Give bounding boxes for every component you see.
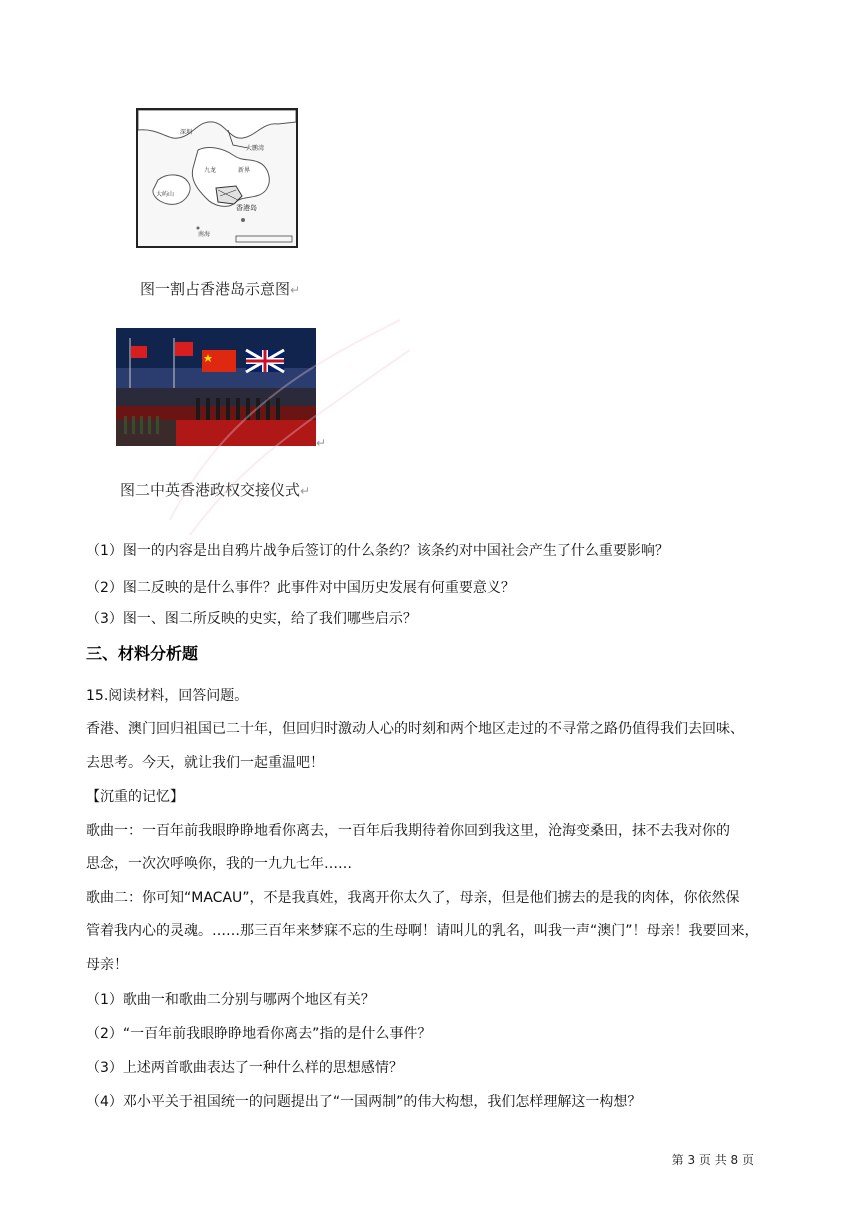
page-number-footer: 第 3 页 共 8 页 (671, 1153, 754, 1167)
flag-china (202, 350, 236, 372)
map-label-new-territories: 新界 (238, 167, 251, 174)
map-label-kowloon: 九龙 (204, 167, 217, 174)
q15-song2-line2: 管着我内心的灵魂。……那三百年来梦寐不忘的生母啊！请叫儿的乳名，叫我一声“澳门”！母亲！我要回来， (86, 923, 759, 939)
flag-hk-left (131, 346, 147, 358)
map-label-hong-kong-island: 香港岛 (236, 204, 257, 212)
handover-ceremony-photo (116, 328, 316, 446)
q15-question-2: （2）“一百年前我眼睁睁地看你离去”指的是什么事件？ (86, 1026, 432, 1042)
hong-kong-map-figure (136, 108, 298, 248)
ceremony-illustration (116, 328, 316, 446)
q15-question-3: （3）上述两首歌曲表达了一种什么样的思想感情？ (86, 1060, 403, 1076)
question-14-3: （3）图一、图二所反映的史实，给了我们哪些启示？ (86, 611, 417, 627)
figure1-caption-text: 图一割占香港岛示意图 (140, 280, 291, 298)
question-14-2: （2）图二反映的是什么事件？此事件对中国历史发展有何重要意义？ (86, 580, 515, 596)
section-heading: 三、材料分析题 (86, 644, 199, 663)
map-label-shenzhen: 深圳 (180, 129, 193, 136)
map-label-south-china-sea: 南海 (198, 231, 211, 238)
return-mark-icon: ↵ (300, 484, 311, 498)
q15-song1-line1: 歌曲一：一百年前我眼睁睁地看你离去，一百年后我期待着你回到我这里，沧海变桑田，抹不去我对你的 (86, 823, 730, 839)
return-mark-icon: ↵ (290, 283, 301, 297)
flag-hk-right (175, 342, 193, 356)
q15-song1-line2: 思念，一次次呼唤你，我的一九九七年…… (86, 856, 352, 872)
map-label-dapeng-bay: 大鹏湾 (246, 145, 265, 152)
question-14-1: （1）图一的内容是出自鸦片战争后签订的什么条约？该条约对中国社会产生了什么重要影响？ (86, 543, 669, 559)
q15-question-4: （4）邓小平关于祖国统一的问题提出了“一国两制”的伟大构想，我们怎样理解这一构想？ (86, 1094, 642, 1110)
q15-para1-line2: 去思考。今天，就让我们一起重温吧！ (86, 755, 324, 771)
q15-memory-title: 【沉重的记忆】 (86, 789, 184, 805)
q15-song2-line3: 母亲！ (86, 957, 128, 973)
figure1-caption (140, 278, 300, 299)
map-label-lantau: 大屿山 (156, 191, 175, 198)
figure2-caption (120, 479, 310, 500)
q15-para1-line1: 香港、澳门回归祖国已二十年，但回归时激动人心的时刻和两个地区走过的不寻常之路仍值得我们去回味、 (86, 721, 744, 737)
return-mark-icon: ↵ (316, 436, 327, 450)
q15-intro: 15.阅读材料，回答问题。 (86, 688, 249, 704)
q15-song2-line1: 歌曲二：你可知“MACAU”，不是我真姓，我离开你太久了，母亲，但是他们掳去的是我的肉体，你依然保 (86, 890, 740, 906)
q15-question-1: （1）歌曲一和歌曲二分别与哪两个地区有关？ (86, 992, 375, 1008)
map-illustration (138, 110, 296, 246)
figure2-caption-text: 图二中英香港政权交接仪式 (120, 481, 301, 499)
